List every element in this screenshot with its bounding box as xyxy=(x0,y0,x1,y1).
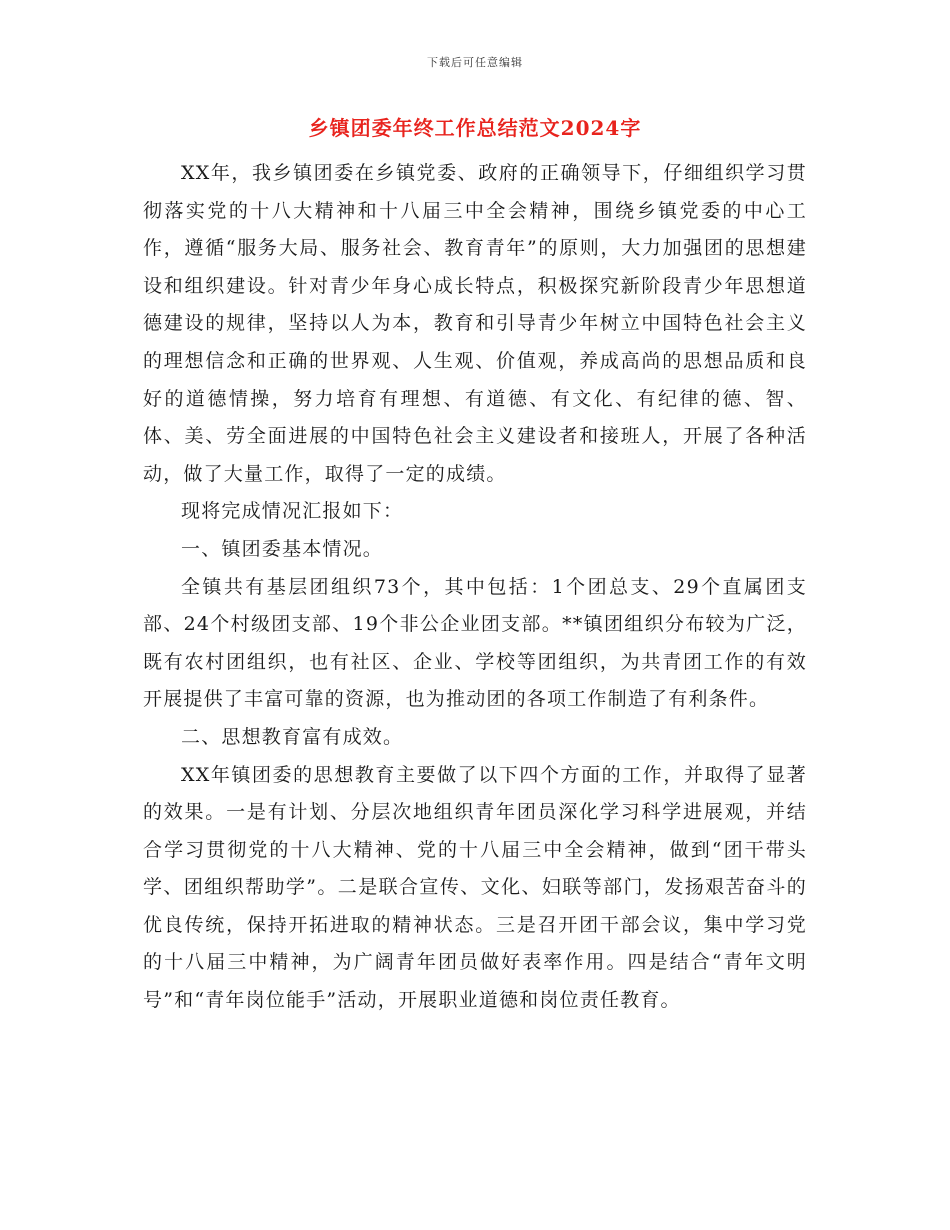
paragraph-report-lead: 现将完成情况汇报如下： xyxy=(181,500,404,523)
document-body xyxy=(143,155,807,1020)
document-title: 乡镇团委年终工作总结范文2024字 xyxy=(308,116,642,140)
paragraph-intro: XX年，我乡镇团委在乡镇党委、政府的正确领导下，仔细组织学习贯彻落实党的十八大精神和十八届三中全会精神，围绕乡镇党委的中心工作，遵循“服务大局、服务社会、教育青年”的原则，大力加强团的思想建设和组织建设。针对青少年身心成长特点，积极探究新阶段青少年思想道德建设的规律，坚持以人为本，教育和引导青少年树立中国特色社会主义的理想信念和正确的世界观、人生观、价值观，养成高尚的思想品质和良好的道德情操，努力培育有理想、有道德、有文化、有纪律的德、智、体、美、劳全面进展的中国特色社会主义建设者和接班人，开展了各种活动，做了大量工作，取得了一定的成绩。 xyxy=(143,162,807,485)
paragraph-ideological-education: XX年镇团委的思想教育主要做了以下四个方面的工作，并取得了显著的效果。一是有计划、分层次地组织青年团员深化学习科学进展观，并结合学习贯彻党的十八大精神、党的十八届三中全会精神，做到“团干带头学、团组织帮助学”。二是联合宣传、文化、妇联等部门，发扬艰苦奋斗的优良传统，保持开拓进取的精神状态。三是召开团干部会议，集中学习党的十八届三中精神，为广阔青年团员做好表率作用。四是结合“青年文明号”和“青年岗位能手”活动，开展职业道德和岗位责任教育。 xyxy=(143,763,807,1012)
header-note: 下载后可任意编辑 xyxy=(427,56,523,69)
section-heading-1: 一、镇团委基本情况。 xyxy=(181,537,384,560)
section-heading-2: 二、思想教育富有成效。 xyxy=(181,725,404,748)
paragraph-basic-info: 全镇共有基层团组织73个，其中包括：1个团总支、29个直属团支部、24个村级团支部、19个非公企业团支部。**镇团组织分布较为广泛，既有农村团组织，也有社区、企业、学校等团组织，为共青团工作的有效开展提供了丰富可靠的资源，也为推动团的各项工作制造了有利条件。 xyxy=(143,575,807,711)
